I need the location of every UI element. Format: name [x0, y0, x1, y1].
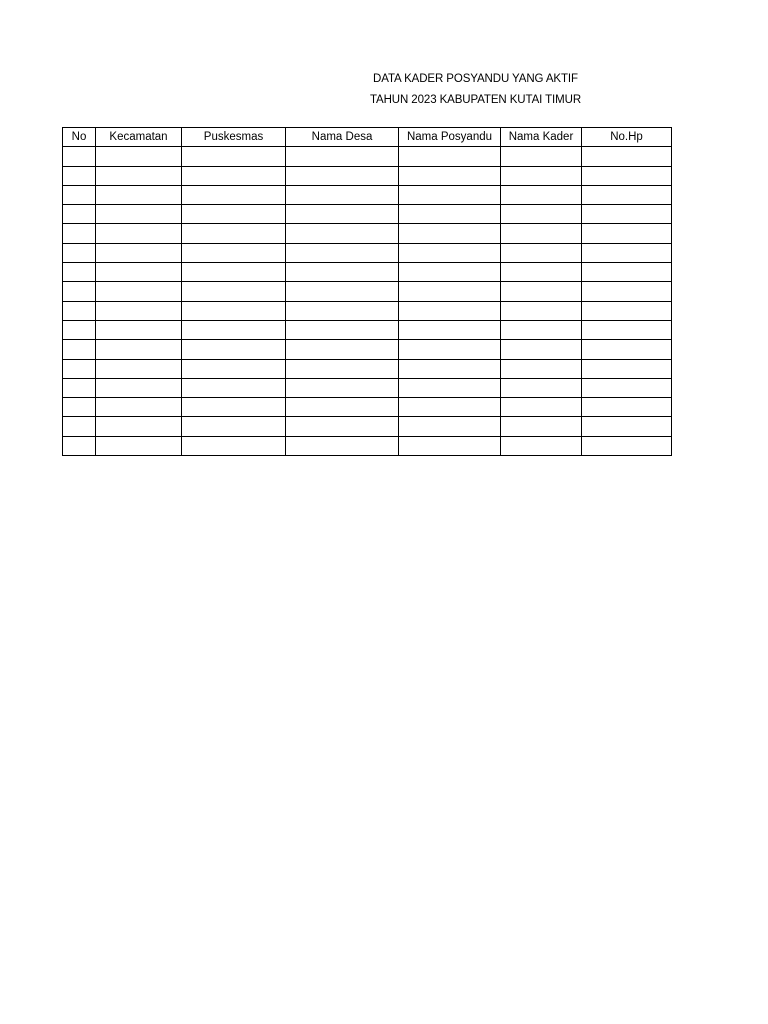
table-row — [63, 282, 672, 301]
table-cell-nama-kader — [501, 205, 582, 224]
table-cell-nama-desa — [286, 320, 399, 339]
table-cell-nama-kader — [501, 359, 582, 378]
table-cell-nama-posyandu — [399, 224, 501, 243]
table-cell-puskesmas — [182, 224, 286, 243]
table-cell-kecamatan — [96, 301, 182, 320]
table-cell-no — [63, 263, 96, 282]
table-cell-kecamatan — [96, 263, 182, 282]
table-cell-no-hp — [582, 359, 672, 378]
table-cell-nama-desa — [286, 359, 399, 378]
table-cell-nama-desa — [286, 398, 399, 417]
table-row — [63, 417, 672, 436]
table-cell-nama-posyandu — [399, 359, 501, 378]
table-cell-no — [63, 320, 96, 339]
table-cell-no — [63, 301, 96, 320]
table-cell-nama-desa — [286, 378, 399, 397]
table-cell-nama-kader — [501, 185, 582, 204]
table-cell-kecamatan — [96, 359, 182, 378]
table-cell-nama-kader — [501, 282, 582, 301]
table-cell-puskesmas — [182, 147, 286, 166]
table-row — [63, 205, 672, 224]
table-cell-puskesmas — [182, 282, 286, 301]
table-cell-no-hp — [582, 378, 672, 397]
table-cell-nama-desa — [286, 224, 399, 243]
table-cell-no-hp — [582, 147, 672, 166]
table-cell-nama-desa — [286, 417, 399, 436]
table-cell-puskesmas — [182, 436, 286, 455]
table-cell-puskesmas — [182, 243, 286, 262]
table-cell-puskesmas — [182, 340, 286, 359]
table-cell-no-hp — [582, 166, 672, 185]
table-cell-no — [63, 378, 96, 397]
table-cell-nama-posyandu — [399, 320, 501, 339]
table-cell-puskesmas — [182, 320, 286, 339]
table-row — [63, 224, 672, 243]
table-cell-nama-desa — [286, 340, 399, 359]
table-cell-kecamatan — [96, 243, 182, 262]
table-cell-nama-desa — [286, 436, 399, 455]
table-cell-nama-desa — [286, 185, 399, 204]
table-cell-nama-posyandu — [399, 166, 501, 185]
table-cell-nama-desa — [286, 243, 399, 262]
table-cell-nama-kader — [501, 340, 582, 359]
table-row — [63, 185, 672, 204]
table-cell-puskesmas — [182, 166, 286, 185]
table-cell-no — [63, 417, 96, 436]
table-cell-no — [63, 340, 96, 359]
table-cell-no-hp — [582, 282, 672, 301]
column-header-nama-desa: Nama Desa — [286, 128, 399, 147]
table-cell-nama-kader — [501, 147, 582, 166]
table-cell-nama-posyandu — [399, 263, 501, 282]
table-cell-no — [63, 282, 96, 301]
table-cell-nama-kader — [501, 301, 582, 320]
kader-data-table — [62, 127, 672, 456]
table-cell-kecamatan — [96, 282, 182, 301]
table-cell-no — [63, 224, 96, 243]
table-cell-puskesmas — [182, 301, 286, 320]
table-cell-no-hp — [582, 436, 672, 455]
table-cell-nama-desa — [286, 166, 399, 185]
table-cell-no-hp — [582, 205, 672, 224]
table-cell-kecamatan — [96, 205, 182, 224]
table-cell-no — [63, 436, 96, 455]
table-cell-no-hp — [582, 185, 672, 204]
column-header-nama-posyandu: Nama Posyandu — [399, 128, 501, 147]
table-cell-puskesmas — [182, 185, 286, 204]
table-row — [63, 359, 672, 378]
table-row — [63, 398, 672, 417]
table-cell-nama-kader — [501, 417, 582, 436]
column-header-nama-kader: Nama Kader — [501, 128, 582, 147]
document-title-line-2: TAHUN 2023 KABUPATEN KUTAI TIMUR — [369, 94, 582, 106]
table-cell-nama-posyandu — [399, 282, 501, 301]
table-cell-no — [63, 205, 96, 224]
table-row — [63, 436, 672, 455]
table-cell-no-hp — [582, 320, 672, 339]
table-cell-nama-kader — [501, 320, 582, 339]
table-cell-nama-kader — [501, 436, 582, 455]
table-cell-nama-posyandu — [399, 436, 501, 455]
table-cell-nama-desa — [286, 205, 399, 224]
table-cell-kecamatan — [96, 398, 182, 417]
table-cell-kecamatan — [96, 185, 182, 204]
table-cell-nama-posyandu — [399, 378, 501, 397]
table-row — [63, 378, 672, 397]
column-header-kecamatan: Kecamatan — [96, 128, 182, 147]
table-header-row — [63, 128, 672, 147]
table-cell-puskesmas — [182, 263, 286, 282]
table-cell-kecamatan — [96, 417, 182, 436]
table-cell-nama-posyandu — [399, 301, 501, 320]
table-cell-nama-kader — [501, 398, 582, 417]
table-cell-nama-kader — [501, 378, 582, 397]
table-cell-no — [63, 398, 96, 417]
table-row — [63, 147, 672, 166]
table-row — [63, 320, 672, 339]
table-cell-no — [63, 166, 96, 185]
table-cell-nama-kader — [501, 166, 582, 185]
table-cell-nama-desa — [286, 282, 399, 301]
table-cell-nama-posyandu — [399, 185, 501, 204]
table-cell-nama-desa — [286, 147, 399, 166]
table-cell-no — [63, 147, 96, 166]
table-cell-no-hp — [582, 243, 672, 262]
table-cell-nama-posyandu — [399, 205, 501, 224]
column-header-no: No — [63, 128, 96, 147]
column-header-puskesmas: Puskesmas — [182, 128, 286, 147]
table-cell-no — [63, 185, 96, 204]
table-cell-kecamatan — [96, 147, 182, 166]
table-row — [63, 340, 672, 359]
table-row — [63, 166, 672, 185]
table-row — [63, 301, 672, 320]
table-cell-no-hp — [582, 224, 672, 243]
table-cell-kecamatan — [96, 378, 182, 397]
table-cell-no — [63, 243, 96, 262]
table-cell-nama-posyandu — [399, 398, 501, 417]
table-cell-puskesmas — [182, 378, 286, 397]
table-cell-nama-posyandu — [399, 147, 501, 166]
table-cell-no-hp — [582, 301, 672, 320]
column-header-no-hp: No.Hp — [582, 128, 672, 147]
table-row — [63, 243, 672, 262]
table-cell-no-hp — [582, 340, 672, 359]
table-cell-kecamatan — [96, 224, 182, 243]
table-cell-nama-kader — [501, 243, 582, 262]
table-cell-nama-kader — [501, 263, 582, 282]
table-cell-kecamatan — [96, 340, 182, 359]
table-cell-nama-kader — [501, 224, 582, 243]
document-title-line-1: DATA KADER POSYANDU YANG AKTIF — [373, 73, 578, 85]
table-row — [63, 263, 672, 282]
table-cell-nama-desa — [286, 301, 399, 320]
table-cell-kecamatan — [96, 166, 182, 185]
table-cell-kecamatan — [96, 436, 182, 455]
table-body — [63, 147, 672, 456]
table-cell-no-hp — [582, 398, 672, 417]
table-cell-nama-posyandu — [399, 243, 501, 262]
table-cell-kecamatan — [96, 320, 182, 339]
table-cell-puskesmas — [182, 398, 286, 417]
table-cell-no — [63, 359, 96, 378]
table-cell-puskesmas — [182, 417, 286, 436]
table-cell-nama-posyandu — [399, 340, 501, 359]
table-cell-puskesmas — [182, 359, 286, 378]
table-cell-nama-posyandu — [399, 417, 501, 436]
table-cell-nama-desa — [286, 263, 399, 282]
table-cell-no-hp — [582, 417, 672, 436]
table-cell-no-hp — [582, 263, 672, 282]
table-cell-puskesmas — [182, 205, 286, 224]
